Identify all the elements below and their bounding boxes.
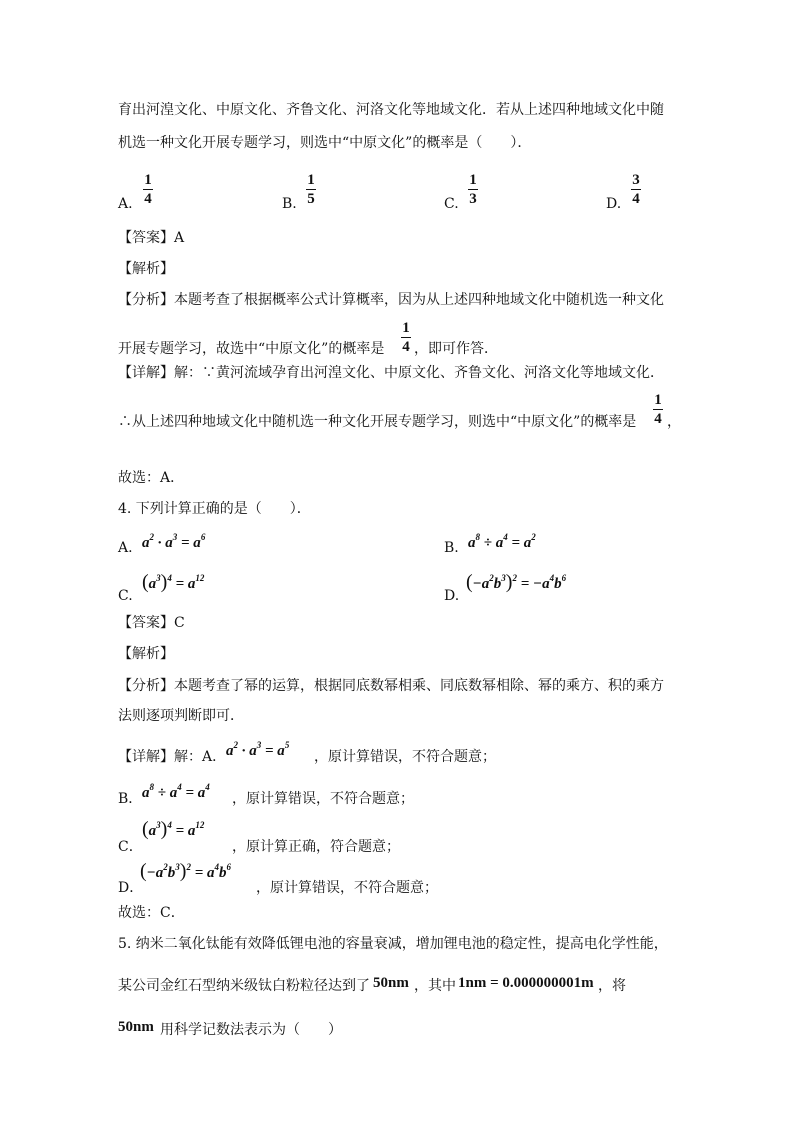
q4-analysis-heading: 【解析】 [118, 646, 174, 662]
q3-option-c-label: C. [444, 196, 459, 212]
q4-analysis-line-1: 【分析】本题考查了幂的运算，根据同底数幂相乘、同底数幂相除、幂的乘方、积的乘方 [118, 678, 664, 694]
q3-detail-line-1: 【详解】解：∵黄河流域孕育出河湟文化、中原文化、齐鲁文化、河洛文化等地域文化． [118, 365, 664, 381]
q4-stem: 4. 下列计算正确的是（ ）． [118, 501, 311, 517]
q4-detail-c-formula: $(a^3)^4 = a^{12}$ [142, 818, 205, 840]
q4-detail-c-prefix: C． [118, 839, 143, 855]
q5-stem-line-2a: 某公司金红石型纳米级钛白粉粒径达到了 [118, 978, 370, 994]
q4-option-a-label: A. [118, 540, 133, 556]
q3-option-a-fraction: 1 4 [144, 172, 152, 207]
q3-option-b-fraction: 1 5 [307, 172, 315, 207]
q3-choose: 故选：A． [118, 470, 185, 486]
q4-detail-c-suffix: ，原计算正确，符合题意； [232, 839, 400, 855]
q5-stem-line-2c: ，将 [598, 978, 626, 994]
q5-stem-line-3: 用科学记数法表示为（ ） [160, 1022, 342, 1038]
q4-analysis-line-2: 法则逐项判断即可． [118, 708, 244, 724]
q3-detail-line-2b: ， [667, 414, 681, 430]
q3-option-c-fraction: 1 3 [469, 172, 477, 207]
q3-analysis-line-2b: ，即可作答． [414, 341, 498, 357]
q3-stem-line-2: 机选一种文化开展专题学习，则选中“中原文化”的概率是（ ）． [118, 135, 532, 151]
q5-stem-line-1: 5. 纳米二氧化钛能有效降低锂电池的容量衰减，增加锂电池的稳定性，提高电化学性能， [118, 936, 668, 952]
q3-analysis-fraction: 1 4 [402, 320, 410, 355]
q3-analysis-heading: 【解析】 [118, 261, 174, 277]
q4-option-b-formula: $a^8 \div a^4 = a^2$ [468, 532, 536, 551]
q4-detail-b-prefix: B． [118, 791, 143, 807]
q3-detail-fraction: 1 4 [654, 392, 662, 427]
q3-answer: 【答案】A [118, 230, 185, 246]
q3-analysis-line-1: 【分析】本题考查了根据概率公式计算概率，因为从上述四种地域文化中随机选一种文化 [118, 292, 664, 308]
q3-analysis-line-2a: 开展专题学习，故选中“中原文化”的概率是 [118, 341, 385, 357]
q4-option-d-label: D. [444, 588, 460, 604]
q4-option-c-formula: $(a^3)^4 = a^{12}$ [142, 571, 205, 593]
q5-equation: 1nm = 0.000000001m [458, 975, 594, 991]
q4-detail-d-suffix: ，原计算错误，不符合题意； [256, 880, 438, 896]
q4-choose: 故选：C． [118, 905, 185, 921]
q4-detail-b-formula: $a^8 \div a^4 = a^4$ [142, 782, 210, 801]
q3-option-d-fraction: 3 4 [632, 172, 640, 207]
q3-detail-line-2a: ∴从上述四种地域文化中随机选一种文化开展专题学习，则选中“中原文化”的概率是 [118, 414, 637, 430]
q4-detail-a-prefix: 【详解】解：A． [118, 749, 227, 765]
q4-detail-a-formula: $a^2 \cdot a^3 = a^5$ [226, 740, 290, 759]
q3-option-d-label: D. [606, 196, 622, 212]
q5-unit-50nm-2: 50nm [118, 1019, 154, 1035]
q4-option-b-label: B. [444, 540, 459, 556]
q3-option-a-label: A. [118, 196, 133, 212]
q4-detail-d-prefix: D． [118, 880, 144, 896]
q4-option-a-formula: $a^2 \cdot a^3 = a^6$ [142, 532, 206, 551]
q3-stem-line-1: 育出河湟文化、中原文化、齐鲁文化、河洛文化等地域文化．若从上述四种地域文化中随 [118, 102, 664, 118]
q4-answer: 【答案】C [118, 615, 185, 631]
q5-unit-50nm: 50nm [373, 975, 409, 991]
q4-detail-b-suffix: ，原计算错误，不符合题意； [232, 791, 414, 807]
q4-option-c-label: C. [118, 588, 133, 604]
q5-stem-line-2b: ，其中 [414, 978, 456, 994]
q4-detail-a-suffix: ，原计算错误，不符合题意； [314, 749, 496, 765]
q4-detail-d-formula: $(-a^2b^3)^2 = a^4b^6$ [140, 860, 231, 882]
q4-option-d-formula: $(-a^2b^3)^2 = -a^4b^6$ [466, 571, 567, 593]
q3-option-b-label: B. [282, 196, 297, 212]
